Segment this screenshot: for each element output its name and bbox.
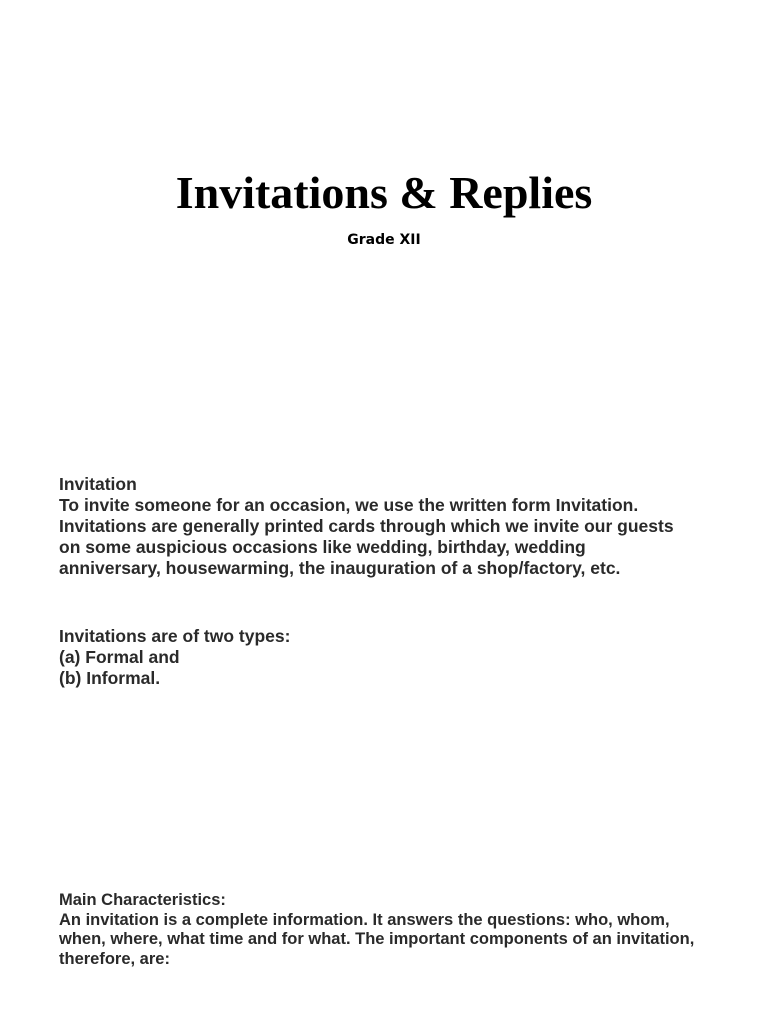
type-item-formal: (a) Formal and: [59, 647, 180, 667]
section-heading-invitation: Invitation: [59, 474, 137, 494]
invitation-intro-section: [59, 474, 729, 579]
intro-line: on some auspicious occasions like wedding, birthday, wedding: [59, 537, 586, 557]
document-title: Invitations & Replies: [175, 167, 593, 218]
invitation-types-section: [59, 626, 729, 689]
intro-line: anniversary, housewarming, the inauguration of a shop/factory, etc.: [59, 558, 621, 578]
main-characteristics-section: [59, 891, 729, 969]
document-subtitle: Grade XII: [347, 232, 421, 248]
characteristics-line: when, where, what time and for what. The important components of an invitation,: [59, 930, 695, 948]
type-item-informal: (b) Informal.: [59, 668, 161, 688]
types-heading: Invitations are of two types:: [59, 626, 291, 646]
characteristics-line: therefore, are:: [59, 949, 170, 968]
intro-line: To invite someone for an occasion, we use the written form Invitation.: [59, 495, 639, 515]
characteristics-heading: Main Characteristics:: [59, 891, 226, 909]
intro-line: Invitations are generally printed cards through which we invite our guests: [59, 516, 674, 536]
characteristics-line: An invitation is a complete information. It answers the questions: who, whom,: [59, 910, 670, 929]
